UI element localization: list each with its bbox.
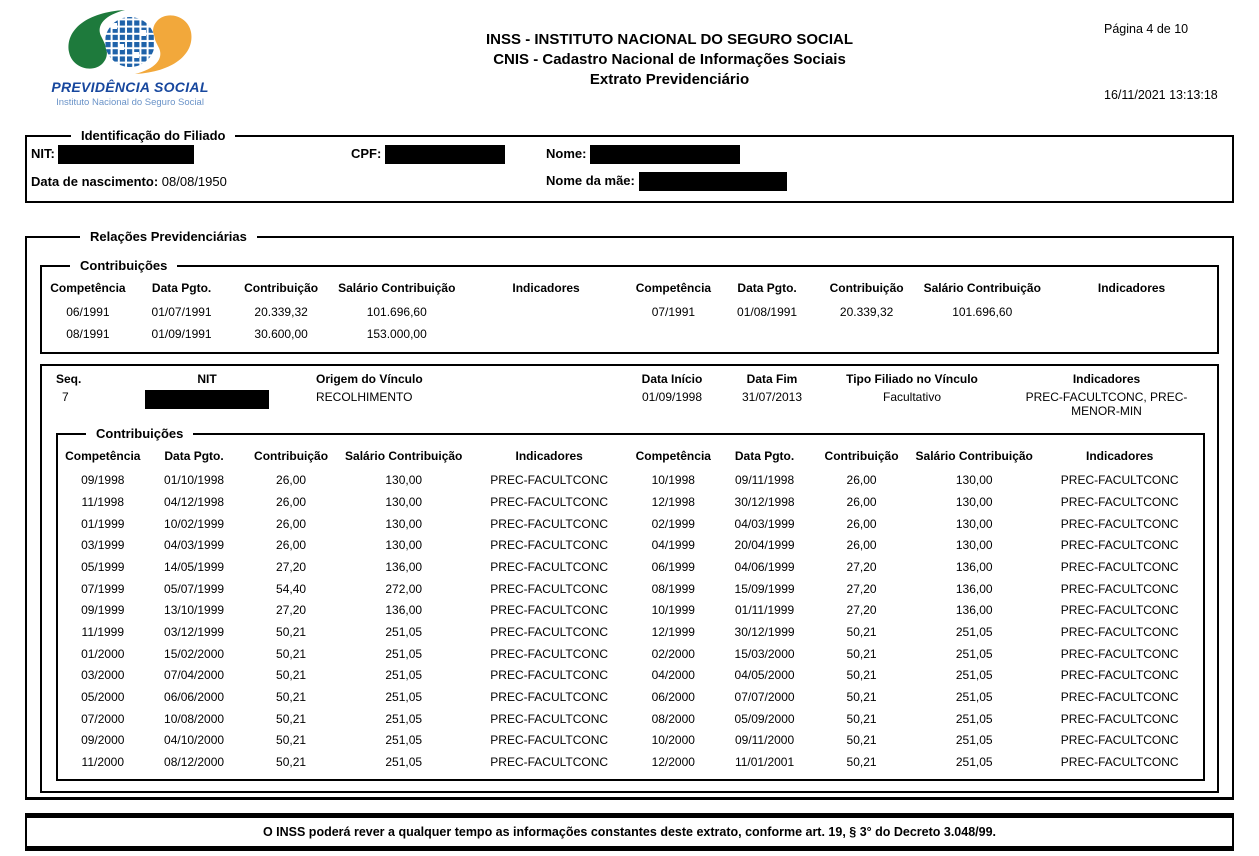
table-cell: 26,00 [846,494,877,509]
table-row [60,730,631,752]
table-cell: 136,00 [955,559,993,574]
table-cell: 08/1991 [66,326,110,341]
table-row [631,708,1202,730]
table-cell: 27,20 [846,581,877,596]
table-cell: 251,05 [955,625,993,640]
table-cell: PREC-FACULTCONC [1060,690,1179,705]
table-cell: 136,00 [385,603,423,618]
name-label: Nome: [546,145,587,161]
table-cell: 01/11/1999 [734,603,795,618]
column-header-cell: Indicadores [1097,281,1166,295]
table-row [631,556,1202,578]
mother-name-field [546,172,1228,191]
logo-subtitle-text: Instituto Nacional do Seguro Social [56,97,204,108]
nit-redacted-value [145,390,269,409]
table-row [44,301,630,323]
table-cell: PREC-FACULTCONC [1060,603,1179,618]
identification-section-title: Identificação do Filiado [81,128,226,143]
table-cell: 101.696,60 [952,304,1013,319]
column-header-cell: Competência [635,281,712,295]
table-row [60,621,631,643]
table-cell: PREC-FACULTCONC [490,646,609,661]
table-cell: 20/04/1999 [734,538,795,553]
nit-field [31,145,351,164]
table-cell: 09/11/1998 [734,473,795,488]
table-cell: 251,05 [385,755,423,770]
tipo-filiado-header: Tipo Filiado no Vínculo [846,372,978,387]
data-fim-header: Data Fim [746,372,798,387]
table-cell: 130,00 [955,473,993,488]
birthdate-value: 08/08/1950 [161,174,227,189]
table-cell: 06/2000 [651,690,695,705]
table-cell: PREC-FACULTCONC [490,559,609,574]
table-cell: 05/09/2000 [734,711,795,726]
table-cell: 26,00 [276,516,307,531]
table-cell: 08/12/2000 [164,755,225,770]
table-cell: 01/1999 [81,516,125,531]
table-cell: PREC-FACULTCONC [490,711,609,726]
column-header-cell: Contribuição [244,281,319,295]
column-header-cell: Indicadores [515,449,583,464]
column-header-cell: Salário Contribuição [915,449,1033,464]
table-cell: 09/1998 [81,473,125,488]
table-cell: PREC-FACULTCONC [1060,559,1179,574]
table-body [631,469,1202,773]
table-cell: 30/12/1998 [734,494,795,509]
table-cell: 12/2000 [651,755,695,770]
mother-name-redacted-value [639,172,787,191]
table-row [631,751,1202,773]
footer-notice-box [25,813,1234,851]
table-cell: PREC-FACULTCONC [490,603,609,618]
table-cell: 251,05 [955,755,993,770]
data-inicio-value: 01/09/1998 [641,390,703,405]
table-row [60,578,631,600]
contributions-2-columns [60,443,1201,773]
document-title [235,0,1104,90]
table-cell: 50,21 [276,690,307,705]
table-cell: 26,00 [276,538,307,553]
table-cell: 50,21 [276,668,307,683]
table-cell: PREC-FACULTCONC [490,494,609,509]
table-cell: 251,05 [385,668,423,683]
table-cell: 27,20 [846,603,877,618]
table-cell: 05/07/1999 [164,581,225,596]
column-header-cell: Contribuição [824,449,899,464]
table-row [60,600,631,622]
table-row [631,469,1202,491]
table-cell: 05/1999 [81,559,125,574]
table-cell: 09/11/2000 [734,733,795,748]
tipo-filiado-value: Facultativo [882,390,942,405]
table-cell: PREC-FACULTCONC [490,755,609,770]
identification-grid [31,145,1228,191]
table-cell: 251,05 [955,711,993,726]
table-cell: 251,05 [385,690,423,705]
data-inicio-header: Data Início [641,372,703,387]
table-cell: 20.339,32 [254,304,308,319]
footer-notice-text: O INSS poderá rever a qualquer tempo as informações constantes deste extrato, conforme art. 19, § 3° do Decreto 3.048/99. [262,825,997,839]
table-cell: 06/06/2000 [164,690,225,705]
table-cell: 50,21 [846,711,877,726]
contributions-2-left [60,443,631,773]
table-cell: PREC-FACULTCONC [1060,646,1179,661]
table-cell: 251,05 [385,646,423,661]
table-cell: 02/2000 [651,646,695,661]
document-header [25,0,1234,118]
table-header-row [60,443,631,469]
table-cell: 30.600,00 [254,326,308,341]
contributions-1-right [630,275,1216,344]
table-cell: PREC-FACULTCONC [490,538,609,553]
table-cell: 27,20 [276,559,307,574]
table-cell: 10/1999 [651,603,695,618]
table-cell: PREC-FACULTCONC [490,625,609,640]
table-cell: 11/2000 [81,755,125,770]
table-cell: PREC-FACULTCONC [1060,733,1179,748]
column-header-cell: Competência [635,449,711,464]
column-header-cell: Contribuição [254,449,329,464]
table-cell: 07/07/2000 [734,690,795,705]
table-cell: 07/1999 [81,581,125,596]
table-row [60,686,631,708]
table-cell: 251,05 [955,733,993,748]
table-header-row [630,275,1216,301]
vinculo-nit-redacted [112,390,302,418]
table-row [631,686,1202,708]
cpf-field [351,145,546,164]
column-header-cell: Salário Contribuição [345,449,463,464]
contributions-table-1 [40,258,1219,354]
relations-section-title: Relações Previdenciárias [90,229,247,244]
page-indicator: Página 4 de 10 [1104,22,1189,36]
table-cell: 09/2000 [81,733,125,748]
contributions-2-right [631,443,1202,773]
table-cell: PREC-FACULTCONC [490,581,609,596]
table-header-row [44,275,630,301]
table-row [631,643,1202,665]
identification-section [25,128,1234,203]
table-cell: 01/08/1991 [737,304,798,319]
seq-header: Seq. [56,372,82,387]
table-cell: PREC-FACULTCONC [1060,516,1179,531]
table-cell: 06/1991 [66,304,110,319]
table-cell: PREC-FACULTCONC [1060,538,1179,553]
table-body [630,301,1216,323]
table-cell: 136,00 [955,603,993,618]
table-cell: 26,00 [276,494,307,509]
table-cell: 04/1999 [651,538,695,553]
table-row [60,708,631,730]
table-cell: 130,00 [955,494,993,509]
table-cell: PREC-FACULTCONC [490,516,609,531]
table-cell: 10/08/2000 [164,711,225,726]
table-cell: 50,21 [276,646,307,661]
table-cell: 101.696,60 [366,304,427,319]
table-cell: 04/06/1999 [734,559,795,574]
logo-brand-text: PREVIDÊNCIA SOCIAL [51,79,209,95]
table-cell: 15/09/1999 [734,581,795,596]
table-cell: 20.339,32 [839,304,894,319]
column-header-cell: Salário Contribuição [338,281,456,295]
table-cell: 14/05/1999 [164,559,225,574]
contributions-title-1: Contribuições [80,258,168,273]
cpf-label: CPF: [351,145,382,161]
table-row [631,730,1202,752]
table-row [60,513,631,535]
table-cell: PREC-FACULTCONC [1060,473,1179,488]
table-header-row [631,443,1202,469]
table-cell: 136,00 [955,581,993,596]
table-cell: 04/03/1999 [164,538,225,553]
mother-name-label: Nome da mãe: [546,172,635,188]
table-cell: PREC-FACULTCONC [1060,625,1179,640]
indicadores-value: PREC-FACULTCONC, PREC-MENOR-MIN [1025,390,1188,419]
table-cell: 11/1998 [81,494,125,509]
name-redacted-value [590,145,740,164]
title-line-3: Extrato Previdenciário [589,71,750,88]
column-header-cell: Competência [50,281,126,295]
table-cell: 251,05 [385,733,423,748]
table-cell: 272,00 [385,581,423,596]
nit-header: NIT [197,372,217,387]
table-cell: 12/1999 [651,625,695,640]
table-row [44,323,630,345]
table-row [60,469,631,491]
table-cell: 130,00 [385,516,423,531]
table-row [631,665,1202,687]
table-cell: 27,20 [846,559,877,574]
table-cell: 13/10/1999 [164,603,225,618]
table-cell: 09/1999 [81,603,125,618]
nit-redacted-value [58,145,194,164]
table-row [630,301,1216,323]
table-cell: 54,40 [276,581,307,596]
table-cell: PREC-FACULTCONC [490,690,609,705]
nit-label: NIT: [31,145,55,161]
table-row [60,751,631,773]
table-cell: 130,00 [385,538,423,553]
column-header-cell: Indicadores [512,281,580,295]
table-cell: 15/03/2000 [734,646,795,661]
previdencia-social-logo [25,0,235,108]
birthdate-field [31,174,351,189]
column-header-cell: Competência [65,449,141,464]
table-cell: 251,05 [385,711,423,726]
table-cell: 10/1998 [651,473,695,488]
table-cell: PREC-FACULTCONC [1060,494,1179,509]
table-cell: 130,00 [385,473,423,488]
table-cell: 04/05/2000 [734,668,795,683]
previdencia-logo-globe-icon [55,6,205,78]
origem-header: Origem do Vínculo [316,372,423,387]
contributions-title-2: Contribuições [96,426,184,442]
table-cell: 50,21 [846,690,877,705]
table-row [631,621,1202,643]
relations-section [25,229,1234,800]
table-cell: 50,21 [276,755,307,770]
table-cell: 01/07/1991 [151,304,212,319]
table-cell: 01/2000 [81,646,125,661]
table-cell: 27,20 [276,603,307,618]
table-cell: 130,00 [955,516,993,531]
column-header-cell: Data Pgto. [737,281,797,295]
table-body [60,469,631,773]
table-cell: 12/1998 [651,494,695,509]
table-cell: 10/02/1999 [164,516,225,531]
table-cell: 08/1999 [651,581,695,596]
generation-timestamp: 16/11/2021 13:13:18 [1104,88,1218,102]
table-row [631,491,1202,513]
table-cell: 26,00 [276,473,307,488]
table-cell: 50,21 [846,755,877,770]
table-cell: 07/1991 [651,304,696,319]
table-cell: PREC-FACULTCONC [490,668,609,683]
table-cell: PREC-FACULTCONC [1060,755,1179,770]
table-cell: 07/2000 [81,711,125,726]
table-cell: 251,05 [955,646,993,661]
contributions-table-2 [56,426,1205,781]
seq-value: 7 [62,390,69,405]
table-row [631,513,1202,535]
table-cell: 50,21 [276,711,307,726]
column-header-cell: Salário Contribuição [923,281,1041,295]
table-cell: 06/1999 [651,559,695,574]
table-cell: 15/02/2000 [164,646,225,661]
vinculo-header-grid [42,372,1211,418]
contributions-1-left [44,275,630,344]
table-cell: PREC-FACULTCONC [1060,711,1179,726]
table-cell: PREC-FACULTCONC [1060,581,1179,596]
table-cell: 11/1999 [81,625,125,640]
table-cell: 50,21 [846,733,877,748]
table-cell: 50,21 [276,733,307,748]
table-cell: 251,05 [385,625,423,640]
table-row [60,665,631,687]
table-row [631,534,1202,556]
table-cell: PREC-FACULTCONC [490,733,609,748]
table-cell: 50,21 [846,668,877,683]
table-cell: 05/2000 [81,690,125,705]
table-row [60,643,631,665]
table-cell: 04/03/1999 [734,516,795,531]
table-cell: 50,21 [846,625,877,640]
table-cell: 26,00 [846,516,877,531]
header-meta [1104,0,1234,102]
table-cell: PREC-FACULTCONC [1060,668,1179,683]
column-header-cell: Contribuição [829,281,904,295]
vinculo-record-box [40,364,1219,793]
contributions-1-columns [44,275,1215,344]
table-cell: 26,00 [846,538,877,553]
table-cell: 03/1999 [81,538,125,553]
table-cell: 08/2000 [651,711,695,726]
table-cell: 03/12/1999 [164,625,225,640]
title-line-2: CNIS - Cadastro Nacional de Informações Sociais [493,51,846,68]
table-cell: 03/2000 [81,668,125,683]
name-field [546,145,1228,164]
table-cell: 130,00 [955,538,993,553]
table-cell: 30/12/1999 [734,625,795,640]
table-row [631,600,1202,622]
table-cell: 04/2000 [651,668,695,683]
table-cell: 50,21 [276,625,307,640]
title-line-1: INSS - INSTITUTO NACIONAL DO SEGURO SOCIAL [486,31,853,48]
table-cell: 10/2000 [651,733,695,748]
table-cell: 01/09/1991 [151,326,212,341]
table-row [60,491,631,513]
table-cell: 153.000,00 [366,326,427,341]
cpf-redacted-value [385,145,505,164]
indicadores-header: Indicadores [1072,372,1141,387]
column-header-cell: Indicadores [1086,449,1154,464]
table-cell: 26,00 [846,473,877,488]
column-header-cell: Data Pgto. [734,449,795,464]
column-header-cell: Data Pgto. [164,449,224,464]
table-cell: 01/10/1998 [164,473,225,488]
origem-value: RECOLHIMENTO [316,390,413,405]
table-row [60,556,631,578]
table-body [44,301,630,344]
table-cell: PREC-FACULTCONC [490,473,609,488]
table-row [60,534,631,556]
table-cell: 04/12/1998 [164,494,225,509]
table-cell: 130,00 [385,494,423,509]
table-row [631,578,1202,600]
table-cell: 11/01/2001 [734,755,795,770]
table-cell: 02/1999 [651,516,695,531]
table-cell: 251,05 [955,690,993,705]
table-cell: 136,00 [385,559,423,574]
birthdate-label: Data de nascimento: [31,174,159,189]
table-cell: 251,05 [955,668,993,683]
data-fim-value: 31/07/2013 [741,390,803,405]
table-cell: 50,21 [846,646,877,661]
column-header-cell: Data Pgto. [151,281,212,295]
table-cell: 04/10/2000 [164,733,225,748]
table-cell: 07/04/2000 [164,668,225,683]
